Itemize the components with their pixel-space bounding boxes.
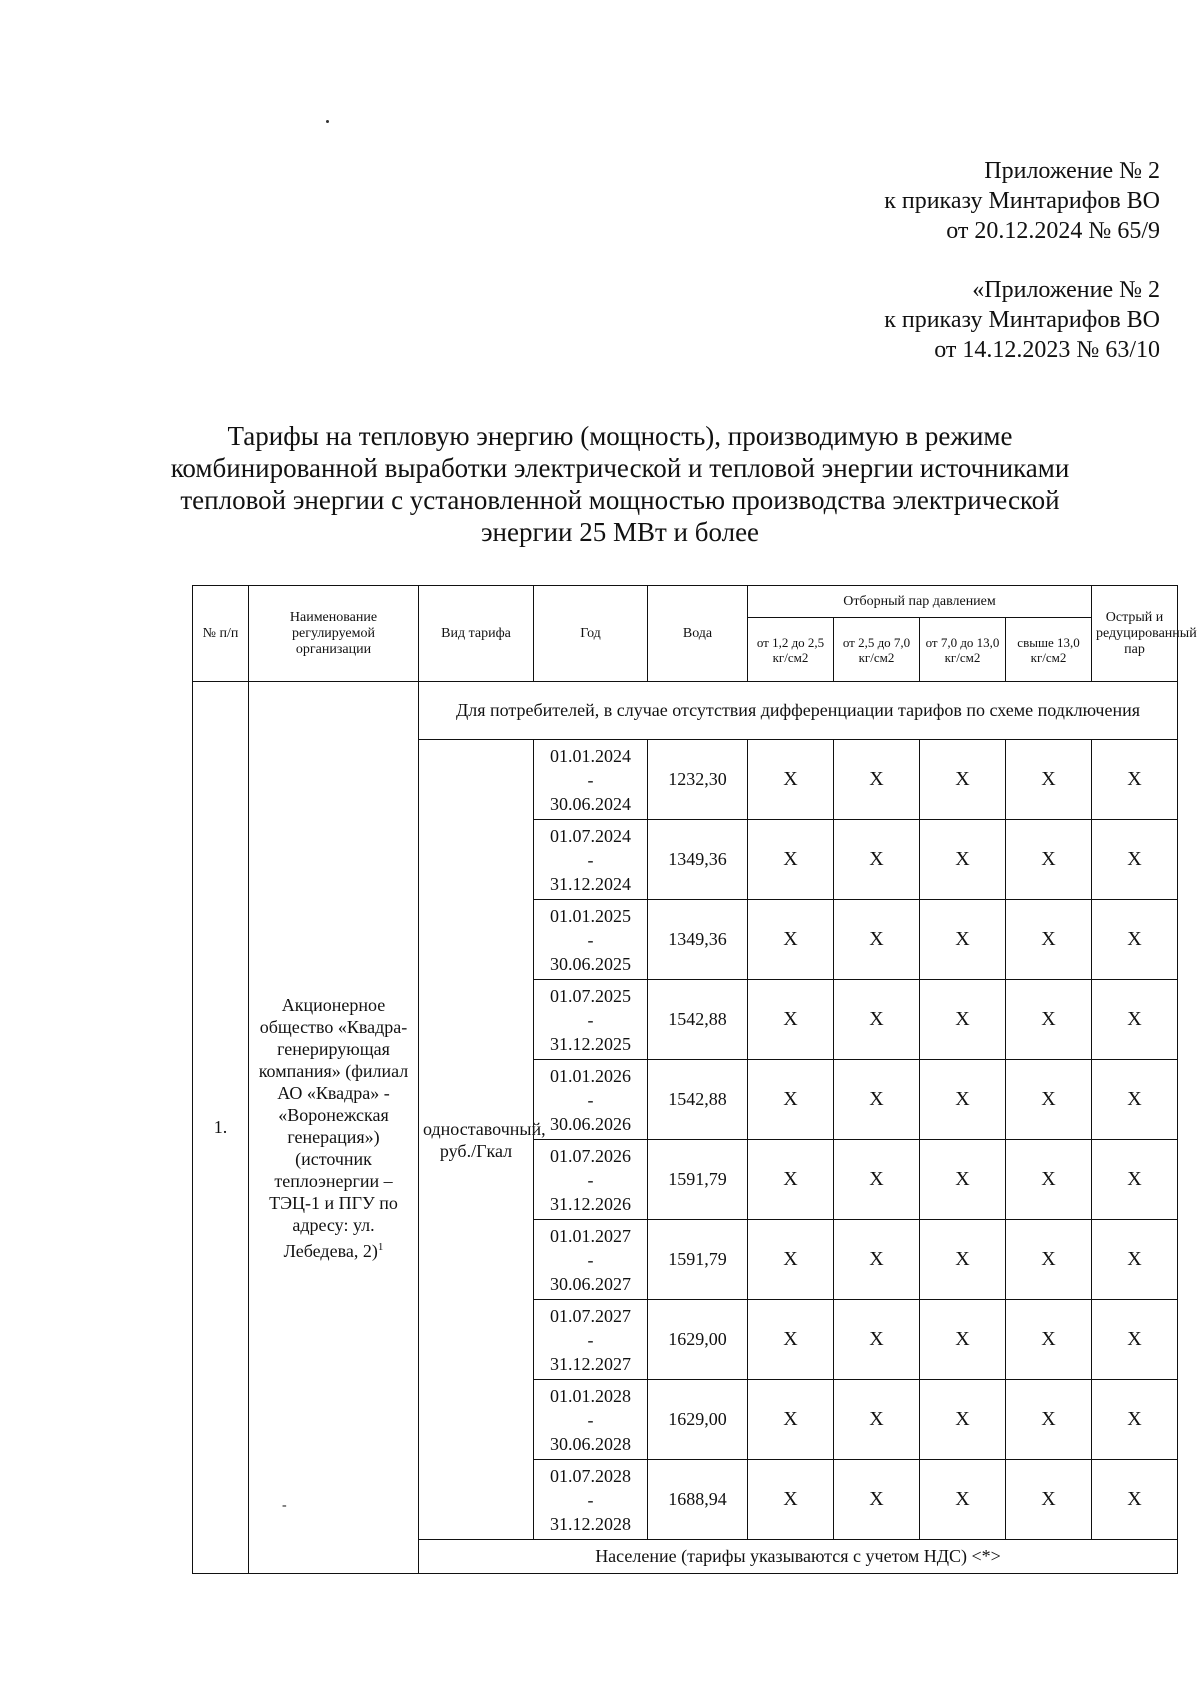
period-to: 30.06.2024 xyxy=(550,793,631,814)
document-title xyxy=(150,420,1090,548)
period-from: 01.01.2024 xyxy=(550,745,631,766)
not-applicable-mark: X xyxy=(1006,820,1092,900)
header-steam-group: Отборный пар давлением xyxy=(748,586,1092,618)
tariff-type-cell: одноставочный, руб./Гкал xyxy=(419,740,534,1540)
period-sep: - xyxy=(587,849,594,870)
not-applicable-mark: X xyxy=(1092,820,1178,900)
quote-order-line: к приказу Минтарифов ВО xyxy=(884,307,1160,333)
not-applicable-mark: X xyxy=(1092,740,1178,820)
period-cell xyxy=(534,1220,648,1300)
period-from: 01.07.2028 xyxy=(550,1465,631,1486)
period-to: 31.12.2026 xyxy=(550,1193,631,1214)
header-steam-2: от 2,5 до 7,0 кг/см2 xyxy=(834,618,920,682)
not-applicable-mark: X xyxy=(920,820,1006,900)
period-from: 01.01.2025 xyxy=(550,905,631,926)
not-applicable-mark: X xyxy=(1006,1380,1092,1460)
period-to: 31.12.2027 xyxy=(550,1353,631,1374)
period-sep: - xyxy=(587,1409,594,1430)
not-applicable-mark: X xyxy=(748,1460,834,1540)
period-cell xyxy=(534,980,648,1060)
water-tariff: 1542,88 xyxy=(648,980,748,1060)
header-num: № п/п xyxy=(193,586,249,682)
period-sep: - xyxy=(587,1009,594,1030)
water-tariff: 1629,00 xyxy=(648,1380,748,1460)
water-tariff: 1542,88 xyxy=(648,1060,748,1140)
appendix-order-line: к приказу Минтарифов ВО xyxy=(884,188,1160,214)
period-sep: - xyxy=(587,1329,594,1350)
title-line: Тарифы на тепловую энергию (мощность), производимую в режиме xyxy=(227,421,1013,451)
quote-date-line: от 14.12.2023 № 63/10 xyxy=(934,337,1160,363)
not-applicable-mark: X xyxy=(834,1380,920,1460)
appendix-date-line: от 20.12.2024 № 65/9 xyxy=(946,218,1160,244)
not-applicable-mark: X xyxy=(834,900,920,980)
not-applicable-mark: X xyxy=(748,900,834,980)
header-sharp-steam: Острый и редуцированный пар xyxy=(1092,586,1178,682)
appendix-line: Приложение № 2 xyxy=(984,158,1160,184)
not-applicable-mark: X xyxy=(1092,1220,1178,1300)
title-line: комбинированной выработки электрической и тепловой энергии источниками xyxy=(170,453,1070,483)
period-to: 31.12.2025 xyxy=(550,1033,631,1054)
period-from: 01.07.2027 xyxy=(550,1305,631,1326)
org-name: Акционерное общество «Квадра-генерирующая компания» (филиал АО «Квадра» - «Воронежская генерация») (источник теплоэнергии – ТЭЦ-1 и ПГУ по адресу: ул. Лебедева, 2) xyxy=(258,994,409,1261)
not-applicable-mark: X xyxy=(1092,1380,1178,1460)
not-applicable-mark: X xyxy=(1006,980,1092,1060)
period-from: 01.01.2026 xyxy=(550,1065,631,1086)
header-steam-4: свыше 13,0 кг/см2 xyxy=(1006,618,1092,682)
period-cell xyxy=(534,1140,648,1220)
not-applicable-mark: X xyxy=(1092,1300,1178,1380)
period-cell xyxy=(534,740,648,820)
not-applicable-mark: X xyxy=(748,1380,834,1460)
header-year: Год xyxy=(534,586,648,682)
period-from: 01.07.2024 xyxy=(550,825,631,846)
period-from: 01.07.2026 xyxy=(550,1145,631,1166)
period-sep: - xyxy=(587,769,594,790)
title-line: энергии 25 МВт и более xyxy=(480,517,760,547)
stray-mark: - xyxy=(282,1498,287,1513)
period-from: 01.01.2027 xyxy=(550,1225,631,1246)
water-tariff: 1349,36 xyxy=(648,900,748,980)
water-tariff: 1232,30 xyxy=(648,740,748,820)
not-applicable-mark: X xyxy=(748,1060,834,1140)
header-water: Вода xyxy=(648,586,748,682)
water-tariff: 1688,94 xyxy=(648,1460,748,1540)
section-consumers: Для потребителей, в случае отсутствия дифференциации тарифов по схеме подключения xyxy=(419,682,1178,740)
not-applicable-mark: X xyxy=(920,1380,1006,1460)
period-sep: - xyxy=(587,1169,594,1190)
not-applicable-mark: X xyxy=(1006,1220,1092,1300)
not-applicable-mark: X xyxy=(834,820,920,900)
period-cell xyxy=(534,1060,648,1140)
org-name-cell xyxy=(249,682,419,1574)
water-tariff: 1349,36 xyxy=(648,820,748,900)
header-steam-3: от 7,0 до 13,0 кг/см2 xyxy=(920,618,1006,682)
period-sep: - xyxy=(587,929,594,950)
not-applicable-mark: X xyxy=(1092,1460,1178,1540)
not-applicable-mark: X xyxy=(920,740,1006,820)
not-applicable-mark: X xyxy=(920,900,1006,980)
not-applicable-mark: X xyxy=(1092,900,1178,980)
not-applicable-mark: X xyxy=(834,740,920,820)
not-applicable-mark: X xyxy=(920,1220,1006,1300)
not-applicable-mark: X xyxy=(748,1140,834,1220)
appendix-header xyxy=(884,156,1160,246)
water-tariff: 1591,79 xyxy=(648,1140,748,1220)
not-applicable-mark: X xyxy=(1006,740,1092,820)
period-cell xyxy=(534,820,648,900)
not-applicable-mark: X xyxy=(1092,1140,1178,1220)
tariff-table xyxy=(192,585,1197,1574)
period-cell xyxy=(534,1460,648,1540)
not-applicable-mark: X xyxy=(834,1460,920,1540)
row-number: 1. xyxy=(193,682,249,1574)
not-applicable-mark: X xyxy=(1006,1140,1092,1220)
not-applicable-mark: X xyxy=(834,1220,920,1300)
header-tariff-type: Вид тарифа xyxy=(419,586,534,682)
period-sep: - xyxy=(587,1089,594,1110)
title-line: тепловой энергии с установленной мощностью производства электрической xyxy=(180,485,1060,515)
not-applicable-mark: X xyxy=(834,1060,920,1140)
not-applicable-mark: X xyxy=(834,1300,920,1380)
water-tariff: 1629,00 xyxy=(648,1300,748,1380)
period-to: 30.06.2025 xyxy=(550,953,631,974)
not-applicable-mark: X xyxy=(1092,980,1178,1060)
period-to: 30.06.2027 xyxy=(550,1273,631,1294)
not-applicable-mark: X xyxy=(748,1220,834,1300)
header-org: Наименование регулируемой организации xyxy=(249,586,419,682)
period-to: 30.06.2028 xyxy=(550,1433,631,1454)
period-cell xyxy=(534,1300,648,1380)
not-applicable-mark: X xyxy=(748,980,834,1060)
appendix-quote-header xyxy=(884,275,1160,365)
header-steam-1: от 1,2 до 2,5 кг/см2 xyxy=(748,618,834,682)
not-applicable-mark: X xyxy=(920,1140,1006,1220)
not-applicable-mark: X xyxy=(1006,1300,1092,1380)
period-to: 31.12.2024 xyxy=(550,873,631,894)
org-footnote: 1 xyxy=(377,1240,384,1253)
period-cell xyxy=(534,1380,648,1460)
not-applicable-mark: X xyxy=(748,1300,834,1380)
not-applicable-mark: X xyxy=(748,820,834,900)
not-applicable-mark: X xyxy=(834,1140,920,1220)
not-applicable-mark: X xyxy=(920,980,1006,1060)
period-from: 01.07.2025 xyxy=(550,985,631,1006)
not-applicable-mark: X xyxy=(1006,1460,1092,1540)
period-to: 30.06.2026 xyxy=(550,1113,631,1134)
quote-appendix-line: «Приложение № 2 xyxy=(972,277,1160,303)
period-sep: - xyxy=(587,1489,594,1510)
scan-speck xyxy=(326,120,329,123)
not-applicable-mark: X xyxy=(920,1300,1006,1380)
not-applicable-mark: X xyxy=(920,1060,1006,1140)
water-tariff: 1591,79 xyxy=(648,1220,748,1300)
period-to: 31.12.2028 xyxy=(550,1513,631,1534)
period-from: 01.01.2028 xyxy=(550,1385,631,1406)
not-applicable-mark: X xyxy=(1006,900,1092,980)
period-sep: - xyxy=(587,1249,594,1270)
section-population: Население (тарифы указываются с учетом НДС) <*> xyxy=(419,1540,1178,1574)
period-cell xyxy=(534,900,648,980)
not-applicable-mark: X xyxy=(920,1460,1006,1540)
not-applicable-mark: X xyxy=(748,740,834,820)
not-applicable-mark: X xyxy=(1092,1060,1178,1140)
not-applicable-mark: X xyxy=(1006,1060,1092,1140)
not-applicable-mark: X xyxy=(834,980,920,1060)
